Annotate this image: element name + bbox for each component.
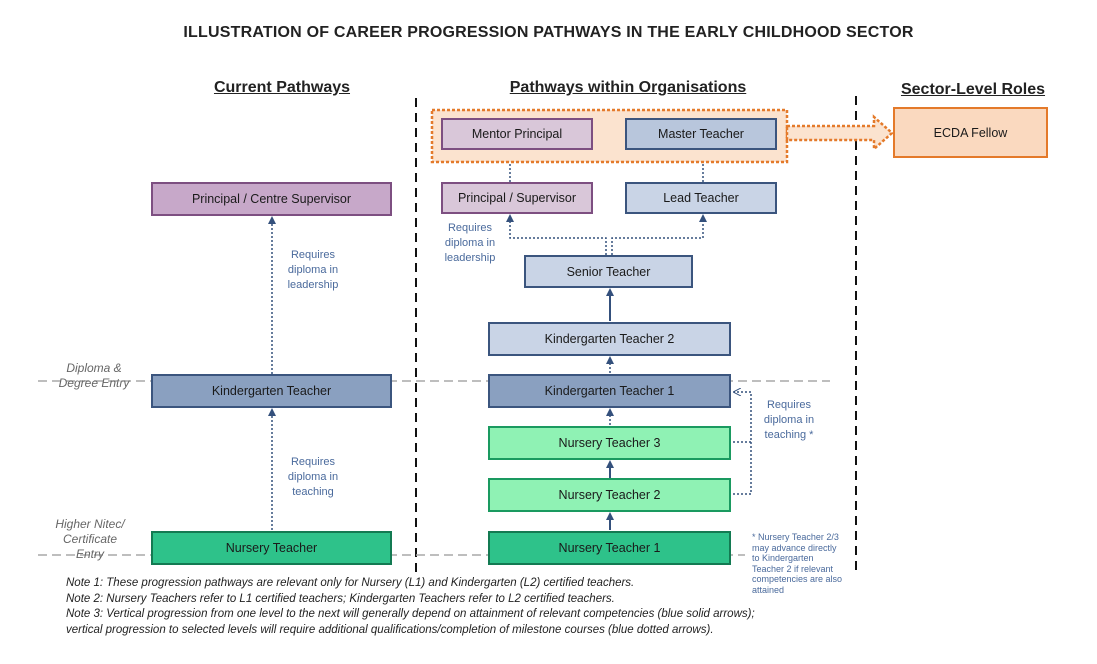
note-1: Note 1: These progression pathways are relevant only for Nursery (L1) and Kindergarten (L2) certified teachers. <box>66 577 635 589</box>
note-line: Requires <box>447 222 493 234</box>
arrow-senior-to-principal-supervisor <box>510 218 606 255</box>
note-line: leadership <box>287 279 339 291</box>
note-requires-leadership-current <box>278 248 348 293</box>
heading-sector-level-roles: Sector-Level Roles <box>900 81 1046 98</box>
box-nursery-teacher-3: Nursery Teacher 3 <box>488 426 731 460</box>
box-nursery-teacher-2: Nursery Teacher 2 <box>488 478 731 512</box>
arrow-nt-to-kt1-bracket <box>733 392 751 494</box>
note-line: diploma in <box>287 264 339 276</box>
diagram-title: ILLUSTRATION OF CAREER PROGRESSION PATHWAYS IN THE EARLY CHILDHOOD SECTOR <box>183 24 914 41</box>
note-line: diploma in <box>444 237 496 249</box>
box-ecda-fellow: ECDA Fellow <box>893 107 1048 158</box>
notes-block <box>66 576 755 638</box>
box-principal-centre-supervisor: Principal / Centre Supervisor <box>151 182 392 216</box>
footnote-line: * Nursery Teacher 2/3 <box>752 532 839 542</box>
entry-line-text: Degree Entry <box>58 376 130 390</box>
note-2: Note 2: Nursery Teachers refer to L1 certified teachers; Kindergarten Teachers refer to L2 certified teachers. <box>66 592 615 605</box>
note-line: leadership <box>444 252 496 264</box>
note-line: Requires <box>290 249 336 261</box>
heading-pathways-within-organisations: Pathways within Organisations <box>509 79 747 96</box>
entry-line-text: Certificate <box>62 532 118 546</box>
note-requires-teaching-current <box>278 455 348 500</box>
note-line: Requires <box>290 456 336 468</box>
box-master-teacher: Master Teacher <box>625 118 777 150</box>
box-nursery-teacher-1: Nursery Teacher 1 <box>488 531 731 565</box>
note-3-continued: vertical progression to selected levels will require additional qualifications/completion of milestone courses (blue dotted arrows). <box>66 623 714 636</box>
footnote-line: competencies are also <box>752 574 843 584</box>
note-line: teaching * <box>764 429 814 441</box>
note-line: Requires <box>766 399 812 411</box>
box-kindergarten-teacher: Kindergarten Teacher <box>151 374 392 408</box>
entry-line-text: Diploma & <box>66 361 122 375</box>
note-line: diploma in <box>763 414 815 426</box>
entry-line-text: Entry <box>75 547 104 561</box>
box-nursery-teacher: Nursery Teacher <box>151 531 392 565</box>
note-requires-leadership-org <box>438 221 502 266</box>
footnote-nursery-advance <box>752 532 852 595</box>
box-senior-teacher: Senior Teacher <box>524 255 693 288</box>
note-line: teaching <box>292 486 334 498</box>
box-principal-supervisor: Principal / Supervisor <box>441 182 593 214</box>
box-lead-teacher: Lead Teacher <box>625 182 777 214</box>
footnote-line: Teacher 2 if relevant <box>752 563 834 574</box>
arrow-senior-to-lead-teacher <box>612 218 703 255</box>
box-mentor-principal: Mentor Principal <box>441 118 593 150</box>
note-3: Note 3: Vertical progression from one level to the next will generally depend on attainment of relevant competencies (blue solid arrows); <box>66 608 755 620</box>
entry-label-higher-nitec <box>40 517 140 562</box>
heading-current-pathways: Current Pathways <box>213 79 351 96</box>
footnote-line: may advance directly <box>752 542 837 553</box>
note-line: diploma in <box>287 471 339 483</box>
box-kindergarten-teacher-1: Kindergarten Teacher 1 <box>488 374 731 408</box>
box-kindergarten-teacher-2: Kindergarten Teacher 2 <box>488 322 731 356</box>
footnote-line: to Kindergarten <box>752 553 814 563</box>
arrow-to-ecda-fellow <box>787 117 892 149</box>
entry-label-diploma-degree <box>42 361 146 391</box>
footnote-line: attained <box>752 584 785 595</box>
note-requires-teaching-org <box>756 398 822 443</box>
entry-line-text: Higher Nitec/ <box>55 517 125 531</box>
